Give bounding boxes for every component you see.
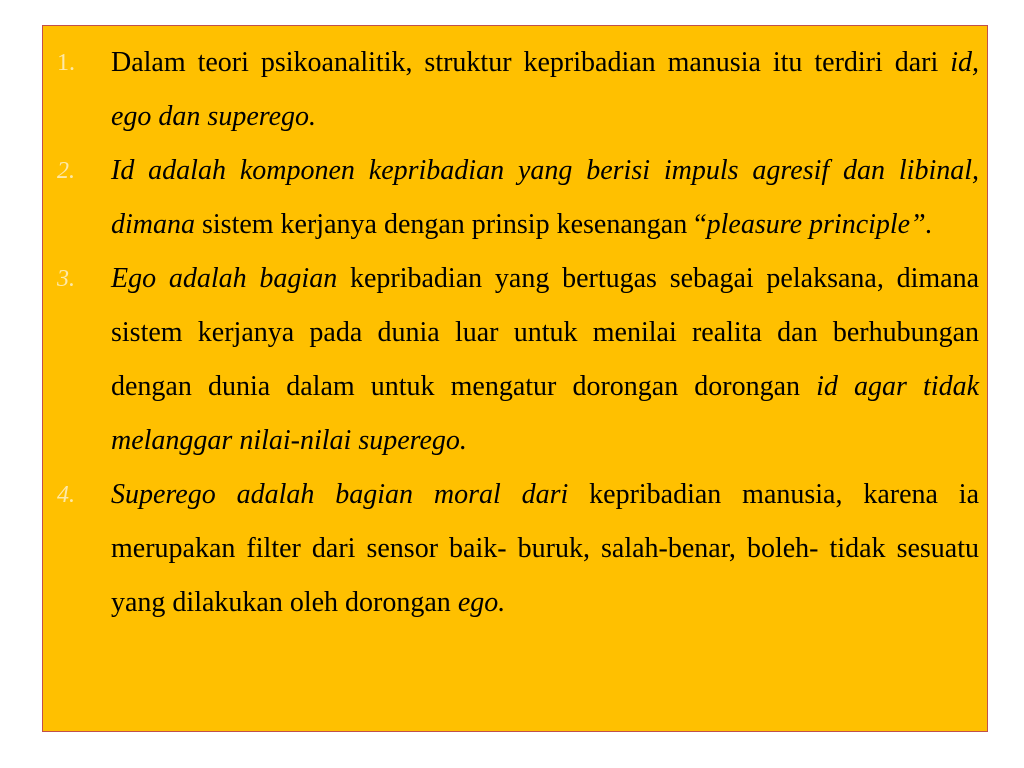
item-text: Dalam teori psikoanalitik, struktur kepribadian manusia itu terdiri dari	[111, 47, 951, 78]
item-text-italic: ego.	[457, 587, 506, 618]
item-text-italic: Superego adalah bagian moral dari	[111, 479, 569, 510]
list-item	[43, 252, 987, 468]
item-text: sistem kerjanya dengan prinsip kesenangan “	[195, 209, 707, 240]
list-item	[43, 144, 987, 252]
numbered-list	[43, 36, 987, 630]
content-box	[42, 25, 988, 732]
item-number: 1.	[57, 50, 75, 76]
list-item	[43, 468, 987, 630]
item-text-italic: pleasure principle”.	[706, 209, 933, 240]
item-text: kepribadian manusia, karena ia merupakan filter dari sensor baik- buruk, salah-benar, boleh- tidak sesuatu yang dilakukan oleh dorongan	[111, 479, 980, 618]
item-text-italic: id, ego dan superego.	[111, 47, 979, 132]
item-number: 4.	[57, 482, 75, 508]
item-text-italic: Id adalah komponen kepribadian yang berisi impuls agresif dan libinal, dimana	[111, 155, 979, 240]
item-text: kepribadian yang bertugas sebagai pelaksana, dimana sistem kerjanya pada dunia luar untuk menilai realita dan berhubungan dengan dunia dalam untuk mengatur dorongan dorongan	[111, 263, 979, 402]
item-number: 2.	[57, 158, 75, 184]
list-item	[43, 36, 987, 144]
item-text-italic: id agar tidak melanggar nilai-nilai superego.	[111, 371, 980, 456]
item-text-italic: Ego adalah bagian	[111, 263, 338, 294]
item-number: 3.	[57, 266, 75, 292]
